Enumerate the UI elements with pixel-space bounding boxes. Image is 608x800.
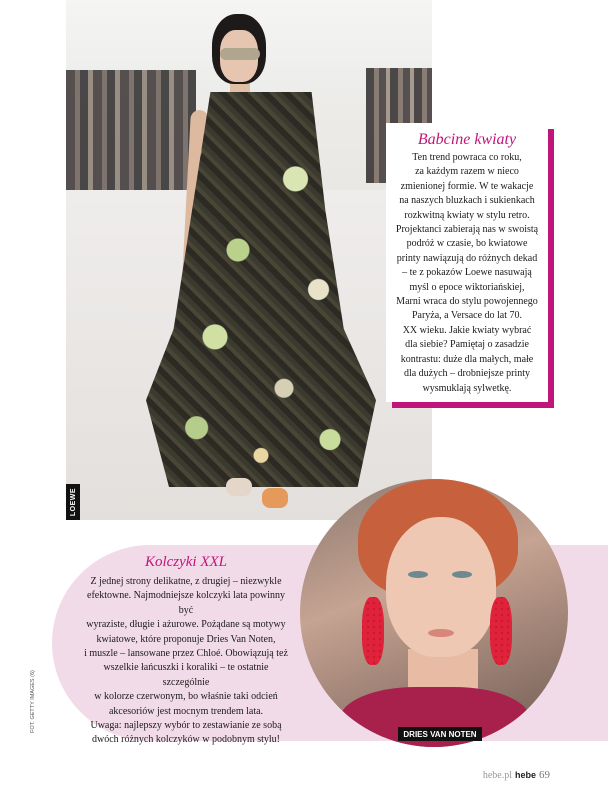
flowers-line: Ten trend powraca co roku, [412, 152, 522, 163]
model-sunglasses [220, 48, 260, 60]
flowers-line: Marni wraca do stylu powojennego [396, 296, 538, 308]
portrait-lips [428, 629, 454, 637]
earrings-line: Z jednej strony delikatne, z drugiej – niezwykle [90, 576, 282, 587]
red-earring-left [362, 597, 384, 665]
earrings-line: Uwaga: najlepszy wybór to zestawianie ze sobą [90, 720, 282, 732]
flowers-line: dla dużych – drobniejsze printy [403, 368, 531, 380]
flowers-line: Paryża, a Versace do lat 70. [411, 310, 523, 322]
earrings-body [80, 575, 292, 748]
flowers-line: XX wieku. Jakie kwiaty wybrać [402, 324, 532, 336]
photo-credit: FOT. GETTY IMAGES (6) [30, 670, 36, 733]
flowers-line: dla siebie? Pamiętaj o zasadzie [405, 339, 529, 351]
flowers-line: zmienionej formie. W te wakacje [400, 180, 534, 192]
earrings-line: akcesoriów jest mocnym trendem lata. [108, 705, 264, 717]
brand-tag-label: LOEWE [69, 487, 77, 517]
page-number: 69 [539, 769, 550, 781]
designer-tag: DRIES VAN NOTEN [398, 727, 482, 741]
portrait-eye-right [452, 571, 472, 578]
earrings-line: w kolorze czerwonym, bo właśnie taki odcień [94, 691, 278, 703]
flowers-line: Projektanci zabierają nas w swoistą [395, 224, 539, 236]
flowers-line: na naszych bluzkach i sukienkach [399, 195, 535, 207]
flowers-line: myśl o epoce wiktoriańskiej, [409, 281, 525, 293]
flowers-line: – te z pokazów Loewe nasuwają [402, 267, 532, 279]
flowers-line: kontrastu: duże dla małych, małe [400, 353, 534, 365]
flowers-line: wysmuklają sylwetkę. [422, 382, 512, 394]
photo-audience-left [66, 70, 196, 190]
red-earring-right [490, 597, 512, 665]
earrings-portrait-photo [300, 479, 568, 747]
flowers-title: Babcine kwiaty [417, 131, 517, 148]
earrings-line: efektowne. Najmodniejsze kolczyki lata powinny być [87, 590, 285, 616]
earrings-line: kwiatowe, które proponuje Dries Van Noten, [96, 633, 276, 645]
flowers-line: podróż w czasie, bo kwiatowe [406, 238, 528, 250]
model-shoe-left [226, 478, 252, 496]
flowers-text-box [386, 123, 548, 402]
portrait-eye-left [408, 571, 428, 578]
runway-photo [66, 0, 432, 520]
footer-site: hebe.pl [482, 770, 512, 781]
flowers-line: printy nawiązują do różnych dekad [396, 252, 538, 264]
hebe-logo: hebe [514, 770, 536, 780]
earrings-line: dwóch różnych kolczyków w podobnym stylu! [91, 734, 281, 746]
model-shoe-right [262, 488, 288, 508]
page-footer [483, 769, 550, 781]
earrings-line: wszelkie łańcuszki i koraliki – te ostatnie szczególnie [103, 662, 269, 688]
earrings-line: wyraziste, długie i ażurowe. Pożądane są motywy [86, 619, 286, 631]
earrings-text-block [80, 554, 292, 748]
flowers-line: rozkwitną kwiaty w stylu retro. [404, 209, 530, 221]
earrings-line: i muszle – lansowane przez Chloé. Obowiązują też [84, 648, 288, 660]
brand-tag [66, 484, 80, 520]
flowers-body [392, 151, 542, 396]
flowers-line: za każdym razem w nieco [415, 166, 519, 178]
earrings-title: Kolczyki XXL [144, 554, 228, 570]
